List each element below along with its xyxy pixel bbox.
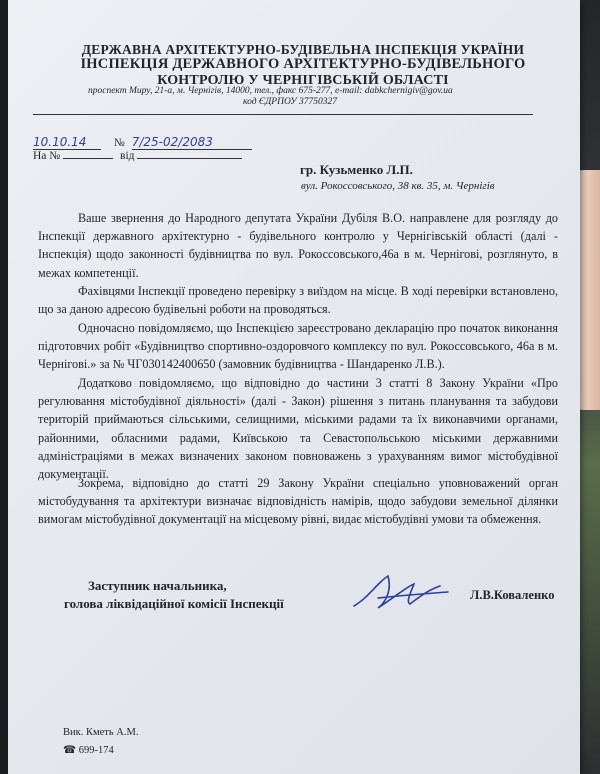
header-line-2: ІНСПЕКЦІЯ ДЕРЖАВНОГО АРХІТЕКТУРНО-БУДІВЕЛЬНОГО — [80, 56, 526, 72]
signatory-title-2: голова ліквідаційної комісії Інспекції — [64, 596, 284, 611]
recipient-address: вул. Рокоссовського, 38 кв. 35, м. Чернігів — [301, 180, 495, 192]
reg-line — [33, 135, 252, 150]
paragraph-1: Ваше звернення до Народного депутата України Дубіля В.О. направлене для розгляду до Інспекції державного архітектурно - будівельного контролю у Чернігівській області (далі - Інспекція) щодо законності будівництва по вул. Рокоссовського,46а в м. Чернігові, розглянуто, в межах компетенції. — [38, 211, 558, 280]
paragraph-2: Фахівцями Інспекції проведено перевірку з виїздом на місце. В ході перевірки встановлено, що за даною адресою будівельні роботи на проводяться. — [38, 284, 558, 317]
reg-number-label: № — [113, 137, 125, 149]
header-address: проспект Миру, 21-а, м. Чернігів, 14000, тел., факс 675-277, e-mail: dabkchernigiv@gov.ua — [88, 86, 453, 96]
phone-icon: ☎ — [63, 745, 77, 756]
executor: Вик. Кметь А.М. — [63, 727, 139, 738]
handwritten-signature — [348, 568, 458, 614]
header-line-1: ДЕРЖАВНА АРХІТЕКТУРНО-БУДІВЕЛЬНА ІНСПЕКЦІЯ УКРАЇНИ — [81, 42, 525, 57]
reply-line — [33, 150, 242, 162]
header-line-3: КОНТРОЛЮ У ЧЕРНІГІВСЬКІЙ ОБЛАСТІ — [157, 73, 449, 88]
reg-number: 7/25-02/2083 — [132, 135, 252, 150]
reply-label: На № — [33, 150, 61, 162]
recipient-name: гр. Кузьменко Л.П. — [300, 162, 413, 177]
paragraph-4: Додатково повідомляємо, що відповідно до частини 3 статті 8 Закону України «Про регулювання містобудівної діяльності» (далі - Закон) рішення з питань планування та забудови територій приймаються сільськими, селищними, міськими радами та їх виконавчими органами, районними, обласними радами, Київською та Севастопольською міськими державними адміністраціями в межах визначених законом повноважень з урахуванням вимог містобудівної документації. — [38, 376, 558, 482]
signatory-title-1: Заступник начальника, — [88, 578, 227, 593]
phone-number: 699-174 — [78, 745, 114, 756]
signatory-name: Л.В.Коваленко — [470, 588, 555, 602]
header-code: код ЄДРПОУ 37750327 — [243, 97, 338, 107]
paragraph-5: Зокрема, відповідно до статті 29 Закону України спеціально уповноважений орган містобудування та архітектури визначає відповідність намірів, щодо забудови земельної ділянки вимогам містобудівної документації на місцевому рівні, видає містобудівні умови та обмеження. — [38, 476, 558, 527]
reg-date: 10.10.14 — [33, 135, 101, 150]
paragraph-3: Одночасно повідомляємо, що Інспекцією зареєстровано декларацію про початок виконання підготовчих робіт «Будівництво спортивно-оздоровчого комплексу по вул. Рокоссовського, 46а в м. Чернігові.» за № ЧГ030142400650 (замовник будівництва - Шандаренко Л.В.). — [38, 321, 558, 372]
phone-line — [63, 744, 114, 756]
letter-page — [8, 0, 580, 774]
header-divider — [33, 114, 533, 115]
from-label: від — [120, 150, 135, 162]
